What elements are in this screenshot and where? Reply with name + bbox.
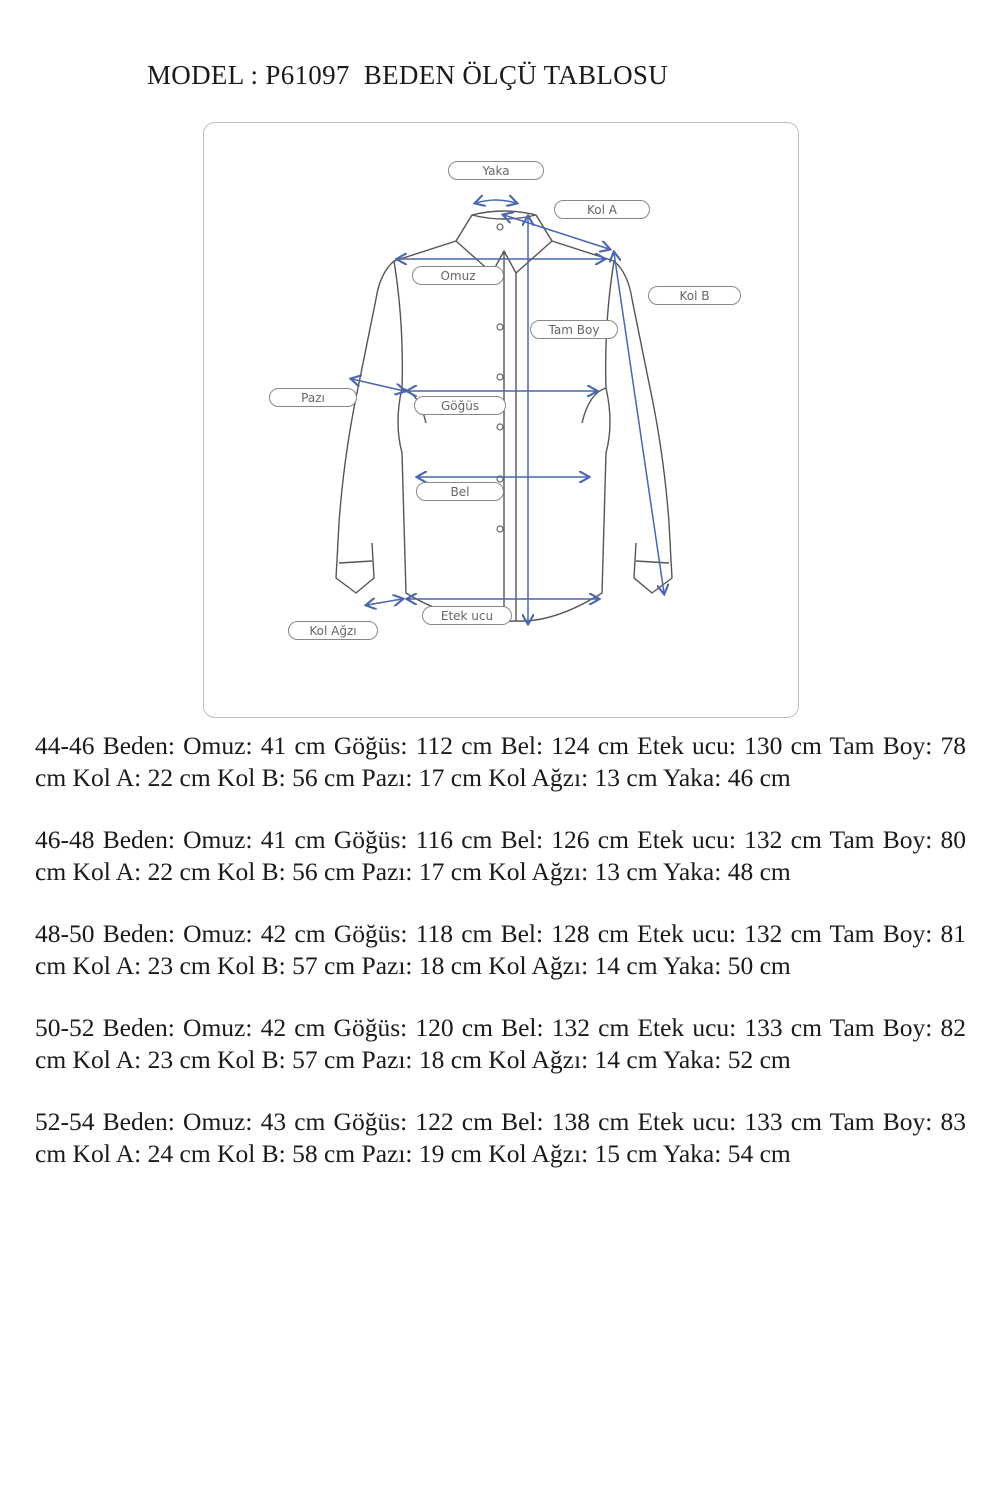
- size-entry: 44-46 Beden: Omuz: 41 cm Göğüs: 112 cm Bel: 124 cm Etek ucu: 130 cm Tam Boy: 78 cm Kol A: 22 cm Kol B: 56 cm Pazı: 17 cm Kol Ağzı: 13 cm Yaka: 46 cm: [35, 731, 966, 792]
- label-kol-agzi: Kol Ağzı: [288, 621, 378, 640]
- page-title: MODEL : P61097 BEDEN ÖLÇÜ TABLOSU: [147, 60, 669, 90]
- label-gogus: Göğüs: [414, 396, 506, 415]
- label-kol-a: Kol A: [554, 200, 650, 219]
- size-entry: 52-54 Beden: Omuz: 43 cm Göğüs: 122 cm Bel: 138 cm Etek ucu: 133 cm Tam Boy: 83 cm Kol A: 24 cm Kol B: 58 cm Pazı: 19 cm Kol Ağzı: 15 cm Yaka: 54 cm: [35, 1107, 966, 1168]
- size-entry: 50-52 Beden: Omuz: 42 cm Göğüs: 120 cm Bel: 132 cm Etek ucu: 133 cm Tam Boy: 82 cm Kol A: 23 cm Kol B: 57 cm Pazı: 18 cm Kol Ağzı: 14 cm Yaka: 52 cm: [35, 1013, 966, 1074]
- label-tam-boy: Tam Boy: [530, 320, 618, 339]
- shirt-measurement-diagram: [203, 122, 799, 718]
- label-bel: Bel: [416, 482, 504, 501]
- size-entry: 46-48 Beden: Omuz: 41 cm Göğüs: 116 cm Bel: 126 cm Etek ucu: 132 cm Tam Boy: 80 cm Kol A: 22 cm Kol B: 56 cm Pazı: 17 cm Kol Ağzı: 13 cm Yaka: 48 cm: [35, 825, 966, 886]
- label-yaka: Yaka: [448, 161, 544, 180]
- size-entry: 48-50 Beden: Omuz: 42 cm Göğüs: 118 cm Bel: 128 cm Etek ucu: 132 cm Tam Boy: 81 cm Kol A: 23 cm Kol B: 57 cm Pazı: 18 cm Kol Ağzı: 14 cm Yaka: 50 cm: [35, 919, 966, 980]
- label-pazi: Pazı: [269, 388, 357, 407]
- label-etek-ucu: Etek ucu: [422, 606, 512, 625]
- size-list: [35, 730, 966, 1200]
- label-kol-b: Kol B: [648, 286, 741, 305]
- label-omuz: Omuz: [412, 266, 504, 285]
- shirt-outline: [336, 211, 672, 623]
